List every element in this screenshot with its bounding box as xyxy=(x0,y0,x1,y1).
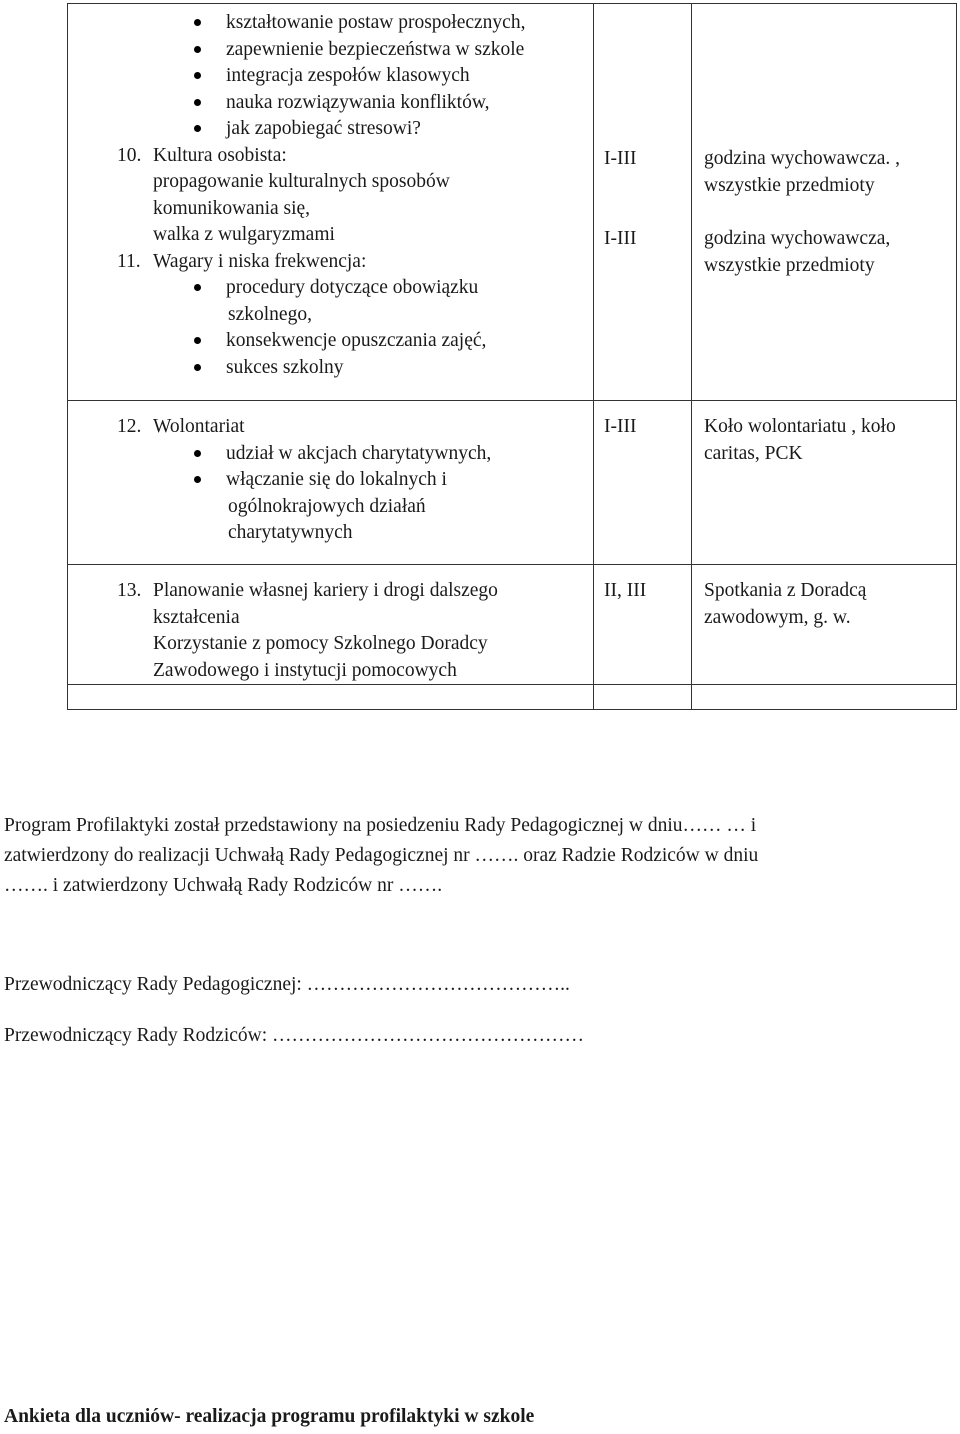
topic-cell xyxy=(68,401,594,565)
bullet-icon xyxy=(194,450,201,457)
list-item: kształtowanie postaw prospołecznych, xyxy=(68,10,593,37)
class-range: I-III xyxy=(604,148,637,169)
bullet-icon xyxy=(194,19,201,26)
class-cell xyxy=(594,565,692,685)
list-item-continuation: charytatywnych xyxy=(228,522,353,543)
paragraph-line: zatwierdzony do realizacji Uchwałą Rady Pedagogicznej nr ……. oraz Radzie Rodziców w dniu xyxy=(4,845,759,866)
list-item: zapewnienie bezpieczeństwa w szkole xyxy=(68,37,593,64)
table-row-empty xyxy=(68,685,957,710)
topic-cell xyxy=(68,565,594,685)
bullet-icon xyxy=(194,125,201,132)
list-item: jak zapobiegać stresowi? xyxy=(68,116,593,143)
empty-cell xyxy=(594,685,692,710)
paragraph-line: ……. i zatwierdzony Uchwałą Rady Rodziców nr ……. xyxy=(4,875,443,896)
list-item: konsekwencje opuszczania zajęć, xyxy=(68,328,593,355)
class-cell xyxy=(594,401,692,565)
bullet-icon xyxy=(194,72,201,79)
item-heading: 10. Kultura osobista: xyxy=(117,144,287,166)
bullet-icon xyxy=(194,364,201,371)
empty-cell xyxy=(68,685,594,710)
form-cell xyxy=(692,4,957,401)
item-text: Korzystanie z pomocy Szkolnego Doradcy xyxy=(153,633,488,654)
bullet-icon xyxy=(194,337,201,344)
table-row xyxy=(68,401,957,565)
form-text: Koło wolontariatu , koło xyxy=(704,416,896,437)
signature-parents-council: Przewodniczący Rady Rodziców: ………………………………………… xyxy=(4,1025,585,1046)
class-cell xyxy=(594,4,692,401)
list-item: sukces szkolny xyxy=(68,355,593,382)
list-item: udział w akcjach charytatywnych, xyxy=(68,441,593,468)
form-text: wszystkie przedmioty xyxy=(704,174,875,196)
item-text: walka z wulgaryzmami xyxy=(153,224,335,245)
item-heading: 13. Planowanie własnej kariery i drogi dalszego xyxy=(117,580,498,601)
class-range: I-III xyxy=(604,227,637,249)
approval-paragraph xyxy=(4,811,944,901)
bullet-icon xyxy=(194,284,201,291)
paragraph-line: Program Profilaktyki został przedstawiony na posiedzeniu Rady Pedagogicznej w dniu…… … i xyxy=(4,815,757,836)
form-text: wszystkie przedmioty xyxy=(704,254,875,276)
item-text: kształcenia xyxy=(153,606,240,628)
class-range: II, III xyxy=(604,580,647,601)
form-text: godzina wychowawcza. , xyxy=(704,148,900,169)
class-range: I-III xyxy=(604,416,637,437)
program-table xyxy=(67,3,957,710)
list-item-continuation: szkolnego, xyxy=(228,303,312,325)
list-item: włączanie się do lokalnych i xyxy=(68,467,593,494)
signature-pedagogical-council: Przewodniczący Rady Pedagogicznej: ………………………………….. xyxy=(4,974,570,995)
list-item: nauka rozwiązywania konfliktów, xyxy=(68,90,593,117)
form-cell xyxy=(692,565,957,685)
item-text: Zawodowego i instytucji pomocowych xyxy=(153,659,457,681)
item-heading: 12. Wolontariat xyxy=(117,416,245,437)
form-text: godzina wychowawcza, xyxy=(704,228,891,249)
bullet-icon xyxy=(194,476,201,483)
item-text: komunikowania się, xyxy=(153,197,311,219)
list-item: integracja zespołów klasowych xyxy=(68,63,593,90)
form-cell xyxy=(692,401,957,565)
list-item-continuation: ogólnokrajowych działań xyxy=(228,495,426,517)
form-text: zawodowym, g. w. xyxy=(704,606,851,628)
bullet-icon xyxy=(194,46,201,53)
table-row xyxy=(68,4,957,401)
table-row xyxy=(68,565,957,685)
section-heading: Ankieta dla uczniów- realizacja programu profilaktyki w szkole xyxy=(4,1406,535,1427)
form-text: Spotkania z Doradcą xyxy=(704,580,867,601)
bullet-icon xyxy=(194,99,201,106)
item-heading: 11. Wagary i niska frekwencja: xyxy=(117,250,367,272)
list-item: procedury dotyczące obowiązku xyxy=(68,275,593,302)
form-text: caritas, PCK xyxy=(704,442,803,464)
empty-cell xyxy=(692,685,957,710)
topic-cell xyxy=(68,4,594,401)
item-text: propagowanie kulturalnych sposobów xyxy=(153,171,450,192)
